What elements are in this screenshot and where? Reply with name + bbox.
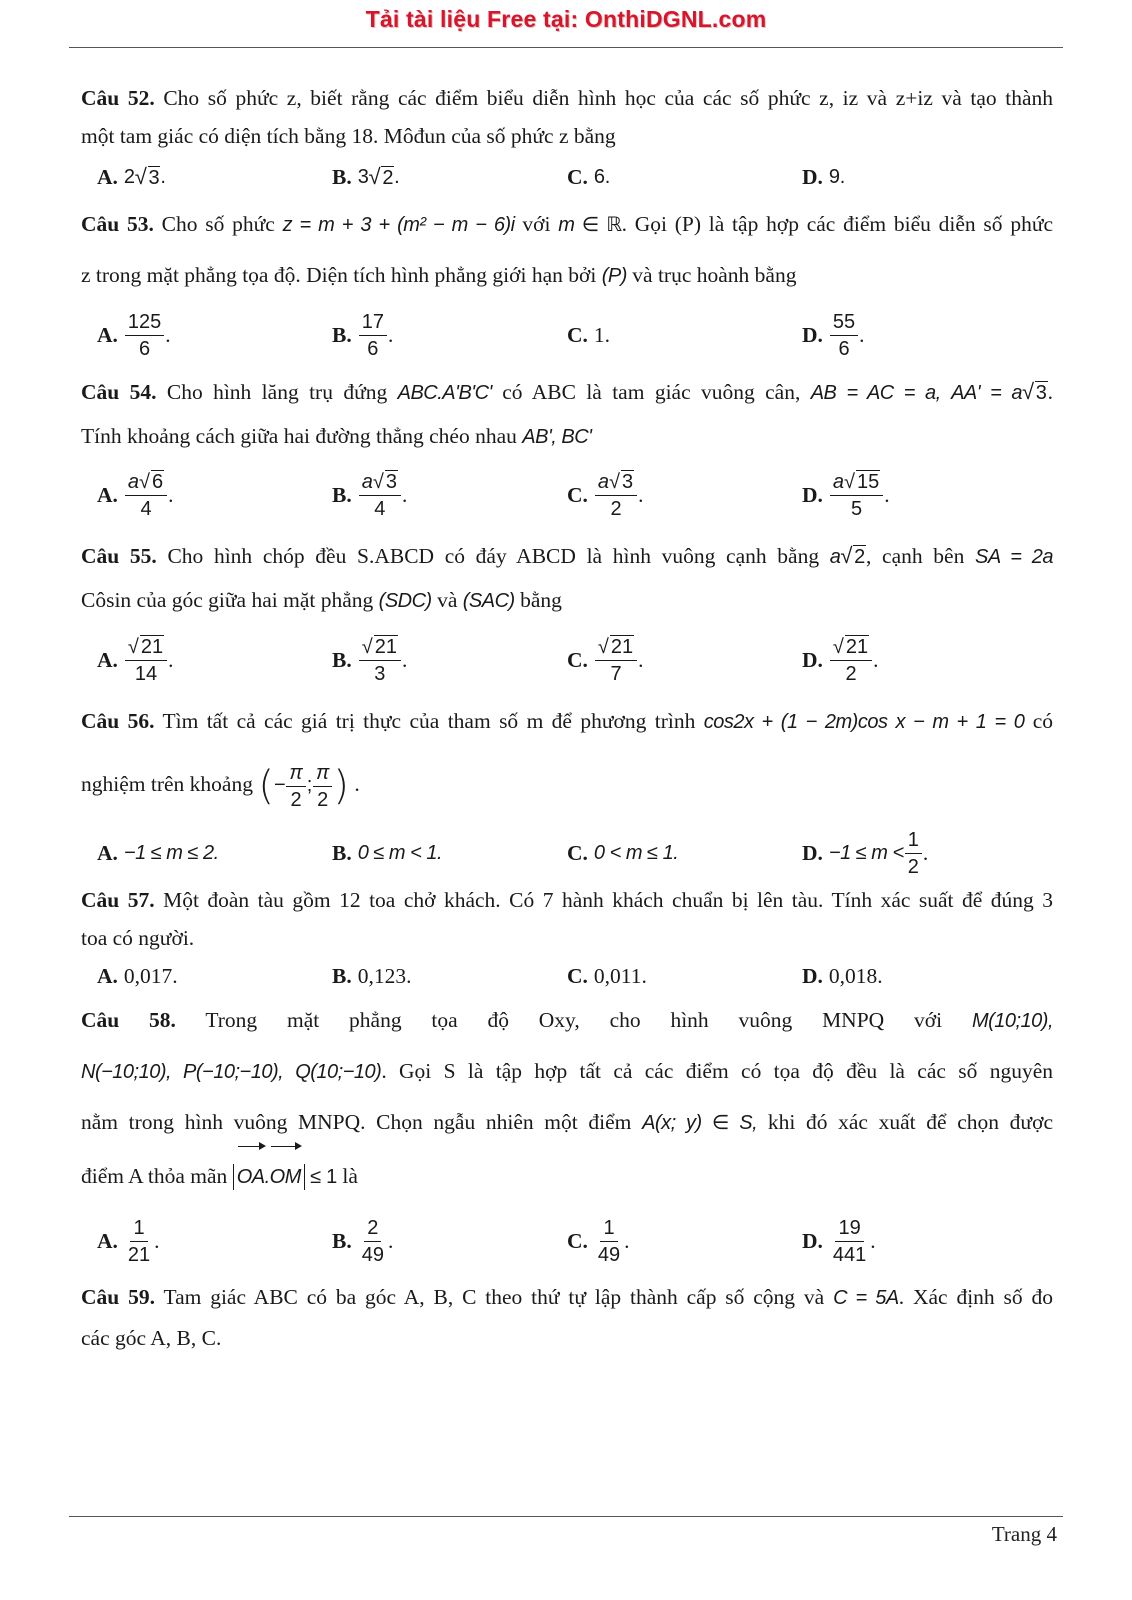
option-b[interactable]: B. $\frac{a√ 3}{4}$ .: [332, 470, 408, 520]
answer-options: [81, 1205, 1053, 1277]
option-c[interactable]: C. 1.: [567, 322, 611, 347]
question-57: Câu 57. Một đoàn tàu gồm 12 toa chở khách. Có 7 hành khách chuẩn bị lên tàu. Tính xác suất để đúng 3 toa có người. A. 0,017. B. 0,123. C. 0,011. D. 0,018.: [81, 881, 1053, 995]
option-b[interactable]: B. 3 √ 2 .: [332, 164, 400, 189]
page-content: [81, 74, 1053, 1358]
answer-options: [81, 155, 1053, 199]
answer-options: [81, 301, 1053, 369]
question-text: một tam giác có diện tích bằng 18. Môđun của số phức z bằng: [81, 124, 616, 148]
option-a[interactable]: A. $\frac{1}{21}$ .: [97, 1216, 160, 1266]
option-a[interactable]: A. $\frac{√ 21}{14}$ .: [97, 635, 174, 685]
option-c[interactable]: C. 0,011.: [567, 963, 647, 988]
question-label: Câu 59.: [81, 1285, 155, 1309]
vector-oa: OA: [237, 1149, 265, 1205]
question-label: Câu 55.: [81, 544, 157, 568]
footer-rule: [69, 1516, 1063, 1517]
question-label: Câu 53.: [81, 212, 154, 236]
option-a[interactable]: A. 0,017.: [97, 963, 178, 988]
question-label: Câu 52.: [81, 86, 155, 110]
question-label: Câu 57.: [81, 888, 155, 912]
answer-options: [81, 457, 1053, 533]
option-d[interactable]: D. −1 ≤ m < $\frac{1}{2}$ .: [802, 828, 929, 878]
math-expression: cos2x + (1 − 2m)cos x − m + 1 = 0: [703, 711, 1025, 733]
page-header: [0, 0, 1132, 46]
question-58: Câu 58. Trong mặt phẳng tọa độ Oxy, cho hình vuông MNPQ với M(10;10), N(−10;10), P(−10;−10), Q(10;−10). Gọi S là tập hợp tất cả các điểm có tọa độ đều là các số nguyên nằm trong hình vuông MNPQ. Chọn ngẫu nhiên một điểm A(x; y) ∈ S, khi đó xác xuất để chọn được điểm A thỏa mãn OA.OM ≤ 1 là A. $\frac{1}{21}$ . B. $\frac{2}{49}$ . C. $\frac{1}{49}$ . D. $\frac{19}{441}$ .: [81, 995, 1053, 1277]
option-a[interactable]: A. $\frac{a√ 6}{4}$ .: [97, 470, 174, 520]
answer-options: [81, 621, 1053, 699]
answer-options: [81, 957, 1053, 995]
math-expression: z = m + 3 + (m² − m − 6)i: [282, 214, 515, 236]
option-a[interactable]: A. −1 ≤ m ≤ 2.: [97, 840, 219, 865]
header-link-text[interactable]: Tải tài liệu Free tại: OnthiDGNL.com: [365, 6, 767, 32]
option-c[interactable]: C. $\frac{√ 21}{7}$ .: [567, 635, 644, 685]
question-55: Câu 55. Cho hình chóp đều S.ABCD có đáy ABCD là hình vuông cạnh bằng a√ 2, cạnh bên SA = 2a Côsin của góc giữa hai mặt phẳng (SDC) và (SAC) bằng A. $\frac{√ 21}{14}$ . B. $\frac{√ 21}{3}$ . C. $\frac{√ 21}{7}$ . D. $\frac{√ 21}{2}$ .: [81, 533, 1053, 699]
question-52: [81, 79, 1053, 199]
option-c[interactable]: C. $\frac{a√ 3}{2}$ .: [567, 470, 644, 520]
option-d[interactable]: D. $\frac{a√ 15}{5}$ .: [802, 470, 890, 520]
question-53: Câu 53. Cho số phức z = m + 3 + (m² − m − 6)i với m ∈ ℝ. Gọi (P) là tập hợp các điểm biểu diễn số phức z trong mặt phẳng tọa độ. Diện tích hình phẳng giới hạn bởi (P) và trục hoành bằng A. $\frac{125}{6}$ . B. $\frac{17}{6}$ . C. 1. D. $\frac{55}{6}$ .: [81, 199, 1053, 369]
question-label: Câu 54.: [81, 380, 157, 404]
header-rule: [69, 47, 1063, 48]
option-a[interactable]: A. $\frac{125}{6}$ .: [97, 310, 171, 360]
option-b[interactable]: B. $\frac{17}{6}$ .: [332, 310, 394, 360]
question-56: Câu 56. Tìm tất cả các giá trị thực của tham số m để phương trình cos2x + (1 − 2m)cos x − m + 1 = 0 có nghiệm trên khoảng (− $\frac{\pi}{2}$ ; $\frac{\pi}{2}$ ) . A. −1 ≤ m ≤ 2. B. 0 ≤ m < 1. C. 0 < m ≤ 1. D. −1 ≤ m < $\frac{1}{2}$ .: [81, 699, 1053, 881]
option-b[interactable]: B. $\frac{√ 21}{3}$ .: [332, 635, 408, 685]
answer-options: [81, 825, 1053, 881]
option-d[interactable]: D. 9.: [802, 164, 845, 189]
option-d[interactable]: D. $\frac{55}{6}$ .: [802, 310, 865, 360]
question-text: Trong mặt phẳng tọa độ Oxy, cho hình vuông MNPQ với: [205, 1008, 943, 1032]
vector-om: OM: [270, 1149, 301, 1205]
option-d[interactable]: D. $\frac{19}{441}$ .: [802, 1216, 876, 1266]
option-a[interactable]: A. 2 √ 3 .: [97, 164, 166, 189]
option-d[interactable]: D. $\frac{√ 21}{2}$ .: [802, 635, 879, 685]
page-number: Trang 4: [991, 1522, 1057, 1546]
question-text: Cho số phức z, biết rằng các điểm biểu diễn hình học của các số phức z, iz và z+iz và tạo thành: [163, 86, 1054, 110]
question-label: Câu 58.: [81, 1008, 176, 1032]
option-c[interactable]: C. 0 < m ≤ 1.: [567, 840, 679, 865]
option-d[interactable]: D. 0,018.: [802, 963, 883, 988]
question-54: Câu 54. Cho hình lăng trụ đứng ABC.A'B'C' có ABC là tam giác vuông cân, AB = AC = a, AA' = a√ 3. Tính khoảng cách giữa hai đường thẳng chéo nhau AB', BC' A. $\frac{a√ 6}{4}$ . B. $\frac{a√ 3}{4}$ . C. $\frac{a√ 3}{2}$ . D. $\frac{a√ 15}{5}$ .: [81, 369, 1053, 533]
option-c[interactable]: C. $\frac{1}{49}$ .: [567, 1216, 630, 1266]
option-c[interactable]: C. 6.: [567, 164, 610, 189]
question-label: Câu 56.: [81, 709, 155, 733]
option-b[interactable]: B. 0 ≤ m < 1.: [332, 840, 443, 865]
option-b[interactable]: B. 0,123.: [332, 963, 412, 988]
option-b[interactable]: B. $\frac{2}{49}$ .: [332, 1216, 394, 1266]
question-59: Câu 59. Tam giác ABC có ba góc A, B, C theo thứ tự lập thành cấp số cộng và C = 5A. Xác định số đo các góc A, B, C.: [81, 1285, 1054, 1350]
